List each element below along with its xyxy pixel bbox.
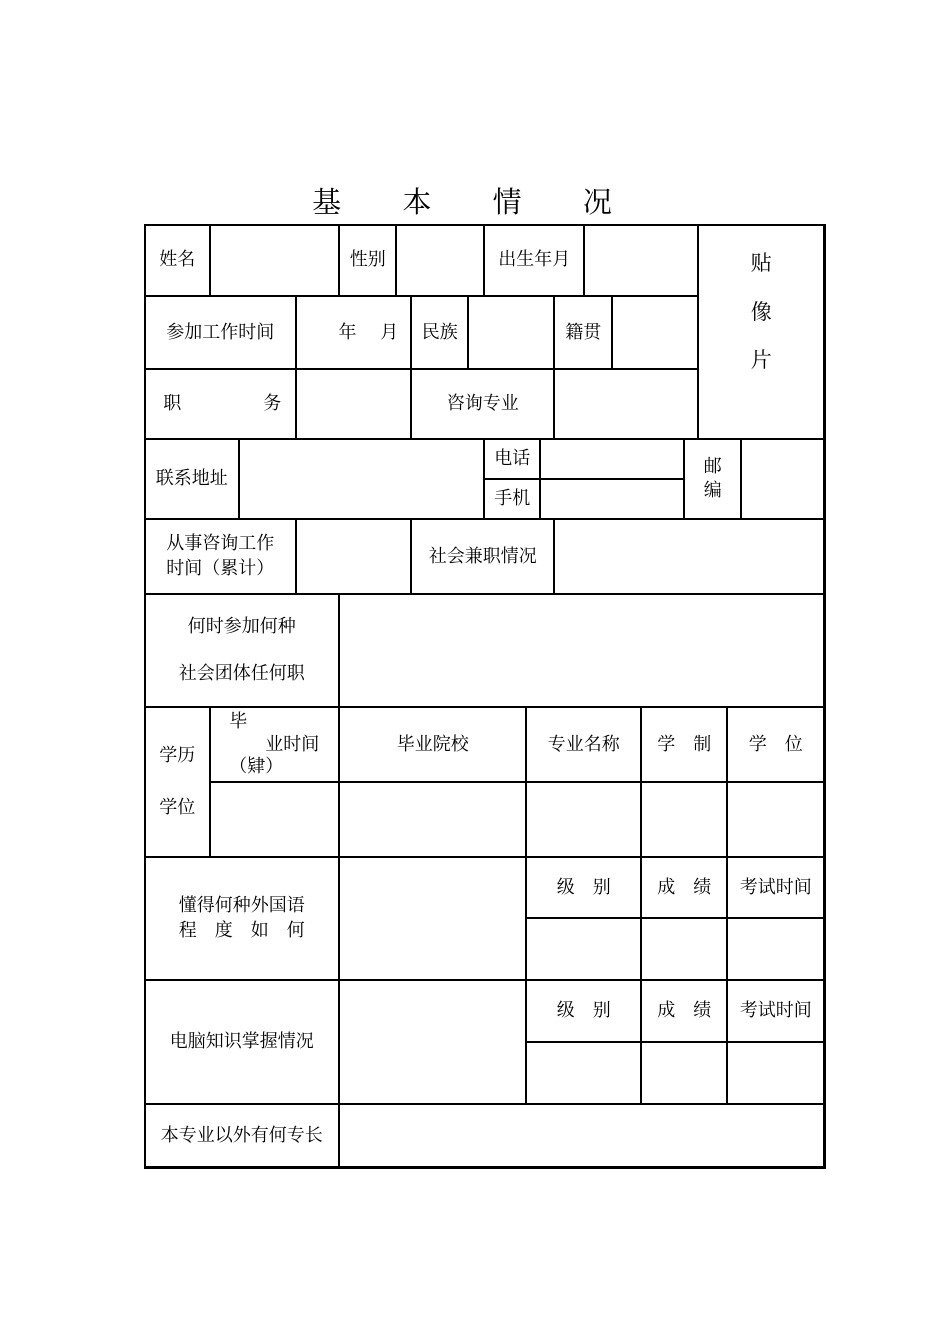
work-start-label-text: 参加工作时间 (166, 321, 275, 343)
computer-level-label (526, 980, 641, 1042)
social-org-label-line2: 社会团体任何职 (178, 662, 305, 684)
lang-level-label (526, 857, 641, 918)
year-month-text: 年 月 (338, 321, 399, 343)
part-time-label-text: 社会兼职情况 (428, 545, 537, 567)
gender-field[interactable] (396, 224, 484, 296)
social-org-label (144, 594, 339, 707)
postcode-label-text: 邮 编 (703, 455, 722, 502)
consult-years-field[interactable] (296, 519, 411, 594)
major-name-label (526, 707, 641, 782)
form-title: 基 本 情 况 (312, 185, 638, 219)
part-time-field[interactable] (554, 519, 824, 594)
phone-label (484, 439, 540, 479)
phone-label-text: 电话 (494, 448, 531, 470)
position-field[interactable] (296, 369, 411, 439)
consult-years-label-text: 从事咨询工作 时间（累计） (166, 533, 275, 579)
social-org-label-line1: 何时参加何种 (187, 616, 296, 638)
foreign-lang-label-line1: 懂得何种外国语 (178, 895, 305, 917)
address-label-text: 联系地址 (155, 468, 228, 490)
name-field[interactable] (210, 224, 339, 296)
other-skills-field[interactable] (339, 1104, 824, 1167)
birth-label-text: 出生年月 (498, 249, 571, 271)
mobile-field[interactable] (540, 479, 684, 519)
computer-level-label-text: 级 别 (556, 1000, 611, 1022)
native-place-field[interactable] (612, 296, 698, 369)
birth-label (484, 224, 584, 296)
computer-score-field[interactable] (641, 1042, 727, 1104)
grad-school-field[interactable] (339, 782, 526, 857)
photo-char-2: 像 (750, 299, 772, 324)
consult-major-label-text: 咨询专业 (446, 393, 519, 415)
mobile-label-text: 手机 (494, 488, 531, 510)
address-label (144, 439, 239, 519)
ethnicity-label (411, 296, 468, 369)
degree-label-text: 学位 (159, 797, 196, 819)
birth-field[interactable] (584, 224, 698, 296)
degree-col-label (727, 707, 824, 782)
native-place-label-text: 籍贯 (565, 321, 602, 343)
social-org-field[interactable] (339, 594, 824, 707)
postcode-field[interactable] (741, 439, 824, 519)
computer-exam-time-label (727, 980, 824, 1042)
grad-time-label-text: 毕 业时间 （肄） (229, 711, 320, 777)
foreign-lang-label (144, 857, 339, 980)
native-place-label (554, 296, 612, 369)
lang-exam-time-field[interactable] (727, 918, 824, 980)
lang-score-label (641, 857, 727, 918)
computer-exam-time-field[interactable] (727, 1042, 824, 1104)
postcode-label (684, 439, 741, 519)
computer-exam-time-label-text: 考试时间 (739, 1000, 812, 1022)
lang-level-label-text: 级 别 (556, 876, 611, 898)
position-label (144, 369, 296, 439)
work-start-label (144, 296, 296, 369)
gender-label (339, 224, 396, 296)
ethnicity-label-text: 民族 (421, 321, 458, 343)
computer-label-text: 电脑知识掌握情况 (169, 1031, 314, 1053)
lang-level-field[interactable] (526, 918, 641, 980)
address-field[interactable] (239, 439, 484, 519)
major-name-label-text: 专业名称 (547, 733, 620, 755)
work-start-field[interactable] (296, 296, 411, 369)
name-label-text: 姓名 (159, 249, 196, 271)
major-name-field[interactable] (526, 782, 641, 857)
foreign-lang-label-line2: 程 度 如 何 (178, 919, 305, 941)
consult-major-field[interactable] (554, 369, 698, 439)
grad-time-field[interactable] (210, 782, 339, 857)
computer-score-label (641, 980, 727, 1042)
position-char-2: 务 (263, 393, 282, 415)
schooling-label-text: 学 制 (657, 733, 712, 755)
grad-school-label-text: 毕业院校 (396, 733, 469, 755)
consult-years-label (144, 519, 296, 594)
schooling-field[interactable] (641, 782, 727, 857)
phone-field[interactable] (540, 439, 684, 479)
computer-level-field[interactable] (526, 1042, 641, 1104)
position-char-1: 职 (163, 393, 182, 415)
lang-score-label-text: 成 绩 (657, 876, 712, 898)
photo-char-1: 贴 (750, 251, 772, 276)
foreign-lang-field[interactable] (339, 857, 526, 980)
lang-exam-time-label-text: 考试时间 (739, 876, 812, 898)
computer-score-label-text: 成 绩 (657, 1000, 712, 1022)
education-label-text: 学历 (159, 744, 196, 766)
photo-char-3: 片 (750, 347, 772, 372)
ethnicity-field[interactable] (468, 296, 554, 369)
schooling-label (641, 707, 727, 782)
photo-area[interactable] (698, 224, 824, 439)
grad-school-label (339, 707, 526, 782)
name-label (144, 224, 210, 296)
other-skills-label (144, 1104, 339, 1167)
consult-major-label (411, 369, 554, 439)
mobile-label (484, 479, 540, 519)
other-skills-label-text: 本专业以外有何专长 (160, 1124, 323, 1146)
computer-field[interactable] (339, 980, 526, 1104)
lang-score-field[interactable] (641, 918, 727, 980)
grad-time-label (210, 707, 339, 782)
computer-label (144, 980, 339, 1104)
education-label (144, 707, 210, 857)
lang-exam-time-label (727, 857, 824, 918)
gender-label-text: 性别 (349, 249, 386, 271)
degree-col-label-text: 学 位 (748, 733, 803, 755)
part-time-label (411, 519, 554, 594)
degree-field[interactable] (727, 782, 824, 857)
